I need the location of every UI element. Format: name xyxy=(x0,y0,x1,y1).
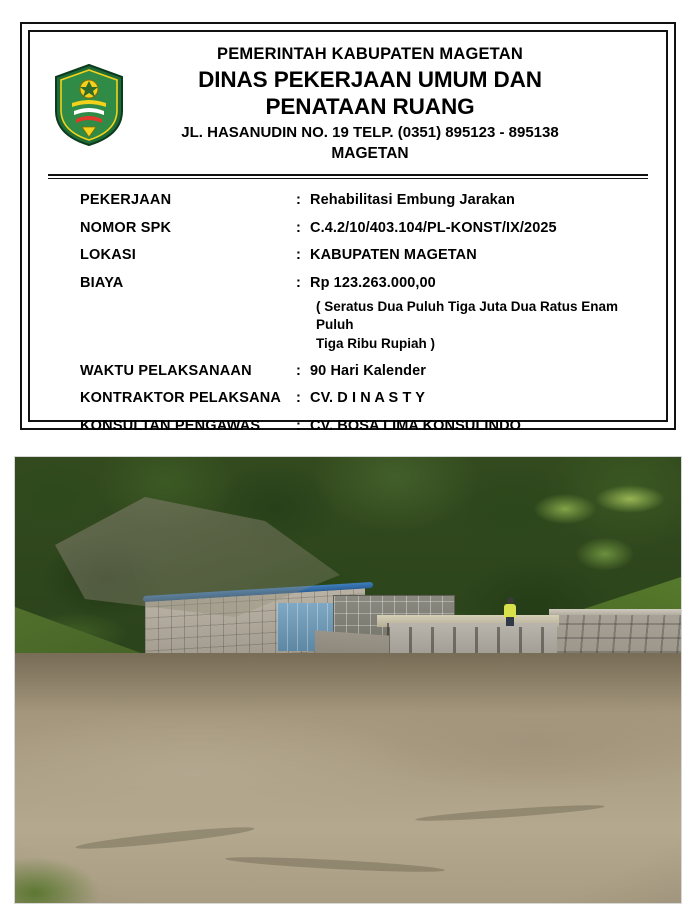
field-colon-pekerjaan: : xyxy=(296,192,301,209)
field-colon-biaya: : xyxy=(296,274,301,291)
photo-foreground-grass xyxy=(15,823,135,903)
field-colon-lokasi: : xyxy=(296,247,301,264)
field-colon-konsultan-pengawas: : xyxy=(296,417,301,434)
photo-worker-on-deck xyxy=(503,597,517,625)
field-label-pekerjaan: PEKERJAAN xyxy=(80,192,172,209)
field-value-waktu-pelaksanaan: 90 Hari Kalender xyxy=(310,362,427,379)
photo-worker-vest xyxy=(504,604,516,618)
field-colon-waktu-pelaksanaan: : xyxy=(296,362,301,379)
photo-worker-head xyxy=(507,597,514,604)
field-value-kontraktor-pelaksana: CV. D I N A S T Y xyxy=(310,390,426,407)
field-label-biaya: BIAYA xyxy=(80,274,124,291)
field-colon-nomor-spk: : xyxy=(296,219,301,236)
signboard-inner-frame xyxy=(28,30,668,434)
photo-banana-foliage xyxy=(525,469,675,599)
biaya-terbilang-line-1: ( Seratus Dua Puluh Tiga Juta Dua Ratus Enam Puluh xyxy=(316,299,619,333)
header-line-city: MAGETAN xyxy=(331,145,409,163)
field-value-konsultan-pengawas: CV. BOSA LIMA KONSULINDO xyxy=(310,417,522,434)
biaya-terbilang-line-2: Tiga Ribu Rupiah ) xyxy=(316,335,435,351)
header-line-address: JL. HASANUDIN NO. 19 TELP. (0351) 895123 - 895138 xyxy=(181,123,559,141)
field-label-waktu-pelaksanaan: WAKTU PELAKSANAAN xyxy=(80,362,252,379)
field-value-lokasi: KABUPATEN MAGETAN xyxy=(310,247,477,264)
photo-canvas xyxy=(15,457,681,903)
signboard-header-text xyxy=(136,44,650,164)
field-value-biaya: Rp 123.263.000,00 xyxy=(310,274,436,291)
regency-crest-icon xyxy=(52,63,126,147)
field-row-nomor-spk xyxy=(80,220,640,236)
field-row-pekerjaan xyxy=(80,192,640,208)
project-signboard xyxy=(20,22,676,434)
field-value-pekerjaan: Rehabilitasi Embung Jarakan xyxy=(310,192,515,209)
field-value-biaya-terbilang xyxy=(310,298,640,353)
field-label-nomor-spk: NOMOR SPK xyxy=(80,219,172,236)
photo-worker-legs xyxy=(506,617,514,626)
field-row-biaya xyxy=(80,275,640,291)
field-label-konsultan-pengawas: KONSULTAN PENGAWAS xyxy=(80,417,261,434)
field-row-waktu-pelaksanaan xyxy=(80,363,640,379)
field-row-konsultan-pengawas xyxy=(80,418,640,434)
header-line-department: DINAS PEKERJAAN UMUM DAN PENATAAN RUANG xyxy=(198,66,542,119)
signboard-header xyxy=(46,42,650,170)
header-line-government: PEMERINTAH KABUPATEN MAGETAN xyxy=(217,45,523,63)
field-row-lokasi xyxy=(80,247,640,263)
field-value-nomor-spk: C.4.2/10/403.104/PL-KONST/IX/2025 xyxy=(310,219,557,236)
field-colon-kontraktor-pelaksana: : xyxy=(296,390,301,407)
site-photograph xyxy=(14,456,682,904)
field-label-lokasi: LOKASI xyxy=(80,247,136,264)
field-row-kontraktor-pelaksana xyxy=(80,390,640,406)
signboard-fields xyxy=(46,192,650,445)
field-label-kontraktor-pelaksana: KONTRAKTOR PELAKSANA xyxy=(80,390,282,407)
header-divider xyxy=(48,174,648,178)
